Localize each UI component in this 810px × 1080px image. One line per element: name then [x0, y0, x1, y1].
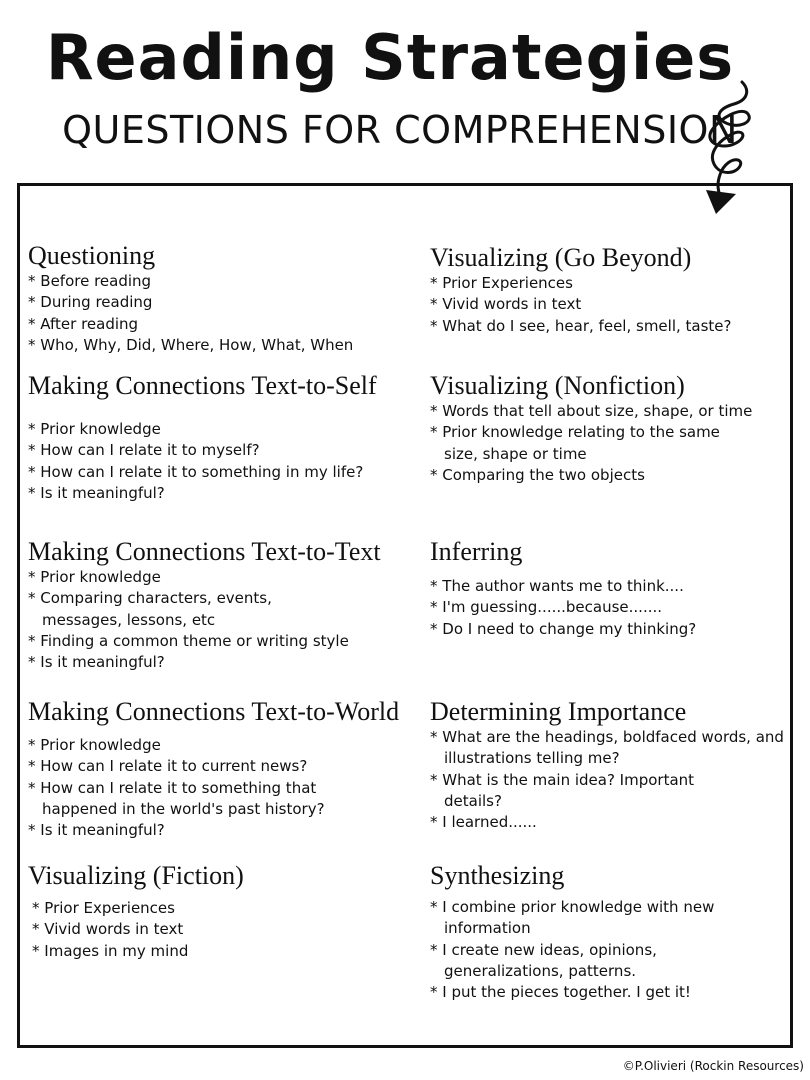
bullet-list: [430, 576, 792, 640]
list-item: * Is it meaningful?: [28, 652, 328, 673]
list-item: * How can I relate it to something in my life?: [28, 462, 420, 483]
section-heading: Questioning: [28, 241, 156, 270]
section-text-to-world: [28, 697, 420, 841]
list-item: * After reading: [28, 314, 420, 335]
section-heading: Visualizing (Nonfiction): [430, 371, 685, 400]
section-questioning: [28, 241, 420, 356]
list-item: * Vivid words in text: [32, 919, 420, 940]
section-heading: Visualizing (Fiction): [28, 861, 244, 890]
list-item: * Is it meaningful?: [28, 483, 420, 504]
list-item: * Images in my mind: [32, 941, 420, 962]
section-text-to-text: [28, 537, 420, 673]
bullet-list: [28, 567, 349, 673]
list-item: * Vivid words in text: [430, 294, 792, 315]
list-item: * Prior Experiences: [32, 898, 420, 919]
section-heading: Making Connections Text-to-Text: [28, 537, 381, 566]
bullet-list: [430, 897, 740, 1003]
list-item: * What do I see, hear, feel, smell, taste?: [430, 316, 792, 337]
list-item: * Prior knowledge: [28, 567, 328, 588]
list-item: * Finding a common theme or writing style: [28, 631, 328, 652]
section-heading: Determining Importance: [430, 697, 687, 726]
list-item: * Who, Why, Did, Where, How, What, When: [28, 335, 420, 356]
list-item: * Prior Experiences: [430, 273, 792, 294]
bullet-list: [32, 898, 420, 962]
list-item: * Comparing characters, events, messages, lessons, etc: [28, 588, 328, 631]
list-item: * Is it meaningful?: [28, 820, 373, 841]
section-visualizing-go-beyond: [430, 243, 792, 337]
section-inferring: [430, 537, 792, 640]
section-heading: Inferring: [430, 537, 523, 566]
bullet-list: [430, 273, 792, 337]
section-synthesizing: [430, 861, 792, 1003]
section-heading: Synthesizing: [430, 861, 565, 890]
list-item: * Prior knowledge: [28, 419, 420, 440]
list-item: * What is the main idea? Important details?: [430, 770, 744, 813]
section-determining-importance: [430, 697, 792, 833]
section-visualizing-fiction: [28, 861, 420, 962]
bullet-list: [28, 419, 420, 504]
list-item: * Prior knowledge: [28, 735, 373, 756]
copyright-credit: ©P.Olivieri (Rockin Resources): [622, 1059, 804, 1073]
section-text-to-self: [28, 371, 420, 504]
list-item: * Words that tell about size, shape, or time: [430, 401, 755, 422]
list-item: * Do I need to change my thinking?: [430, 619, 792, 640]
list-item: * Comparing the two objects: [430, 465, 755, 486]
list-item: * The author wants me to think....: [430, 576, 792, 597]
list-item: * I combine prior knowledge with new information: [430, 897, 740, 940]
list-item: * How can I relate it to current news?: [28, 756, 373, 777]
list-item: * What are the headings, boldfaced words, and illustrations telling me?: [430, 727, 785, 770]
section-visualizing-nonfiction: [430, 371, 792, 486]
section-heading: Making Connections Text-to-Self: [28, 371, 377, 400]
bullet-list: [430, 727, 785, 833]
list-item: * I put the pieces together. I get it!: [430, 982, 740, 1003]
list-item: * Prior knowledge relating to the same size, shape or time: [430, 422, 755, 465]
page-title: Reading Strategies: [45, 21, 735, 94]
list-item: * How can I relate it to myself?: [28, 440, 420, 461]
page-subtitle: QUESTIONS FOR COMPREHENSION: [62, 108, 738, 152]
bullet-list: [28, 735, 373, 841]
bullet-list: [430, 401, 755, 486]
section-heading: Making Connections Text-to-World: [28, 697, 400, 726]
section-heading: Visualizing (Go Beyond): [430, 243, 692, 272]
bullet-list: [28, 271, 420, 356]
list-item: * I learned......: [430, 812, 785, 833]
list-item: * During reading: [28, 292, 420, 313]
list-item: * How can I relate it to something that happened in the world's past history?: [28, 778, 373, 821]
list-item: * I'm guessing......because.......: [430, 597, 792, 618]
list-item: * I create new ideas, opinions, generalizations, patterns.: [430, 940, 740, 983]
list-item: * Before reading: [28, 271, 420, 292]
